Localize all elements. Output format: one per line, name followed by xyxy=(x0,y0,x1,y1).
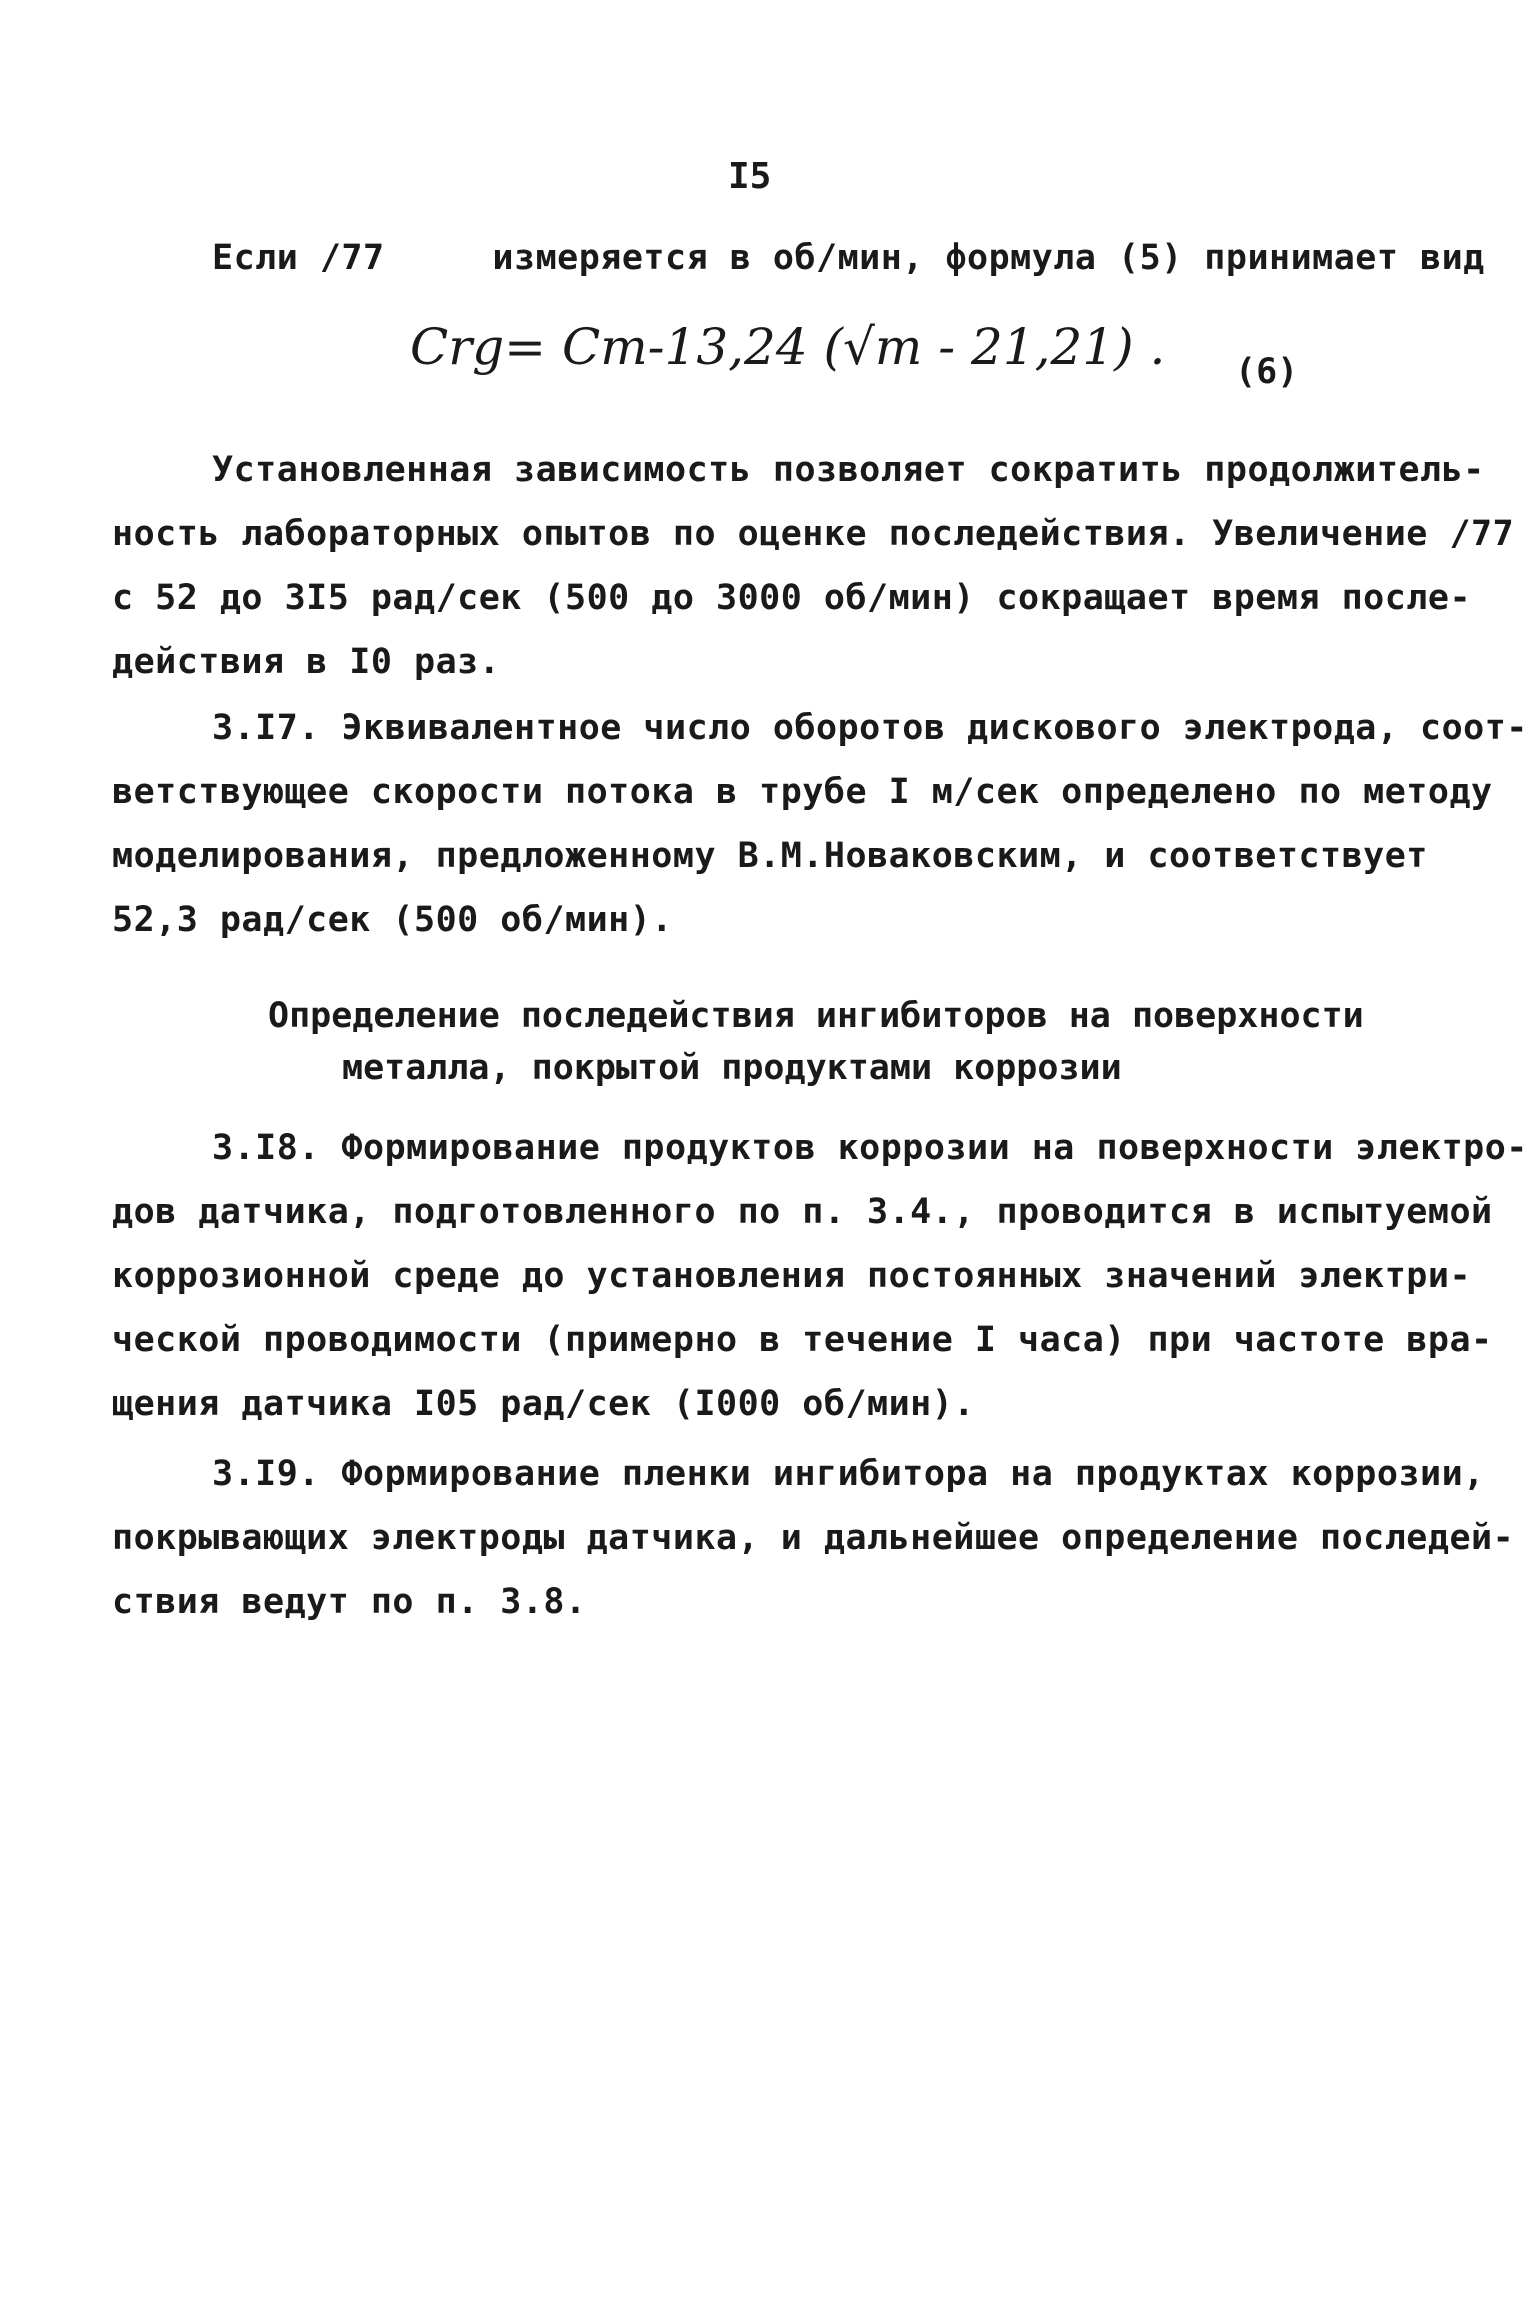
paragraph2-line-2: ветствующее скорости потока в трубе I м/сек определено по методу xyxy=(112,772,1493,812)
paragraph3-line-4: ческой проводимости (примерно в течение I часа) при частоте вра- xyxy=(112,1320,1493,1360)
section-heading-line-2: металла, покрытой продуктами коррозии xyxy=(342,1048,1122,1088)
paragraph2-line-4: 52,3 рад/сек (500 об/мин). xyxy=(112,900,673,940)
paragraph1-line-1: Установленная зависимость позволяет сократить продолжитель- xyxy=(212,450,1485,490)
paragraph2-line-1: 3.I7. Эквивалентное число оборотов дискового электрода, соот- xyxy=(212,708,1528,748)
paragraph3-line-3: коррозионной среде до установления постоянных значений электри- xyxy=(112,1256,1472,1296)
paragraph4-line-3: ствия ведут по п. 3.8. xyxy=(112,1582,587,1622)
formula-number: (6) xyxy=(1235,352,1299,392)
formula: Crg= Cm-13,24 (√m - 21,21) . xyxy=(410,318,1166,376)
paragraph3-line-1: 3.I8. Формирование продуктов коррозии на поверхности электро- xyxy=(212,1128,1528,1168)
paragraph1-line-4: действия в I0 раз. xyxy=(112,642,501,682)
paragraph3-line-2: дов датчика, подготовленного по п. 3.4., проводится в испытуемой xyxy=(112,1192,1493,1232)
paragraph4-line-2: покрывающих электроды датчика, и дальнейшее определение последей- xyxy=(112,1518,1515,1558)
intro-line: Если /77 измеряется в об/мин, формула (5) принимает вид xyxy=(212,238,1485,278)
paragraph3-line-5: щения датчика I05 рад/сек (I000 об/мин). xyxy=(112,1384,975,1424)
page-number: I5 xyxy=(728,156,772,197)
paragraph4-line-1: 3.I9. Формирование пленки ингибитора на продуктах коррозии, xyxy=(212,1454,1485,1494)
paragraph2-line-3: моделирования, предложенному В.М.Новаковским, и соответствует xyxy=(112,836,1428,876)
paragraph1-line-2: ность лабораторных опытов по оценке последействия. Увеличение /77 xyxy=(112,514,1515,554)
section-heading-line-1: Определение последействия ингибиторов на поверхности xyxy=(268,996,1364,1036)
paragraph1-line-3: с 52 до 3I5 рад/сек (500 до 3000 об/мин) сокращает время после- xyxy=(112,578,1472,618)
